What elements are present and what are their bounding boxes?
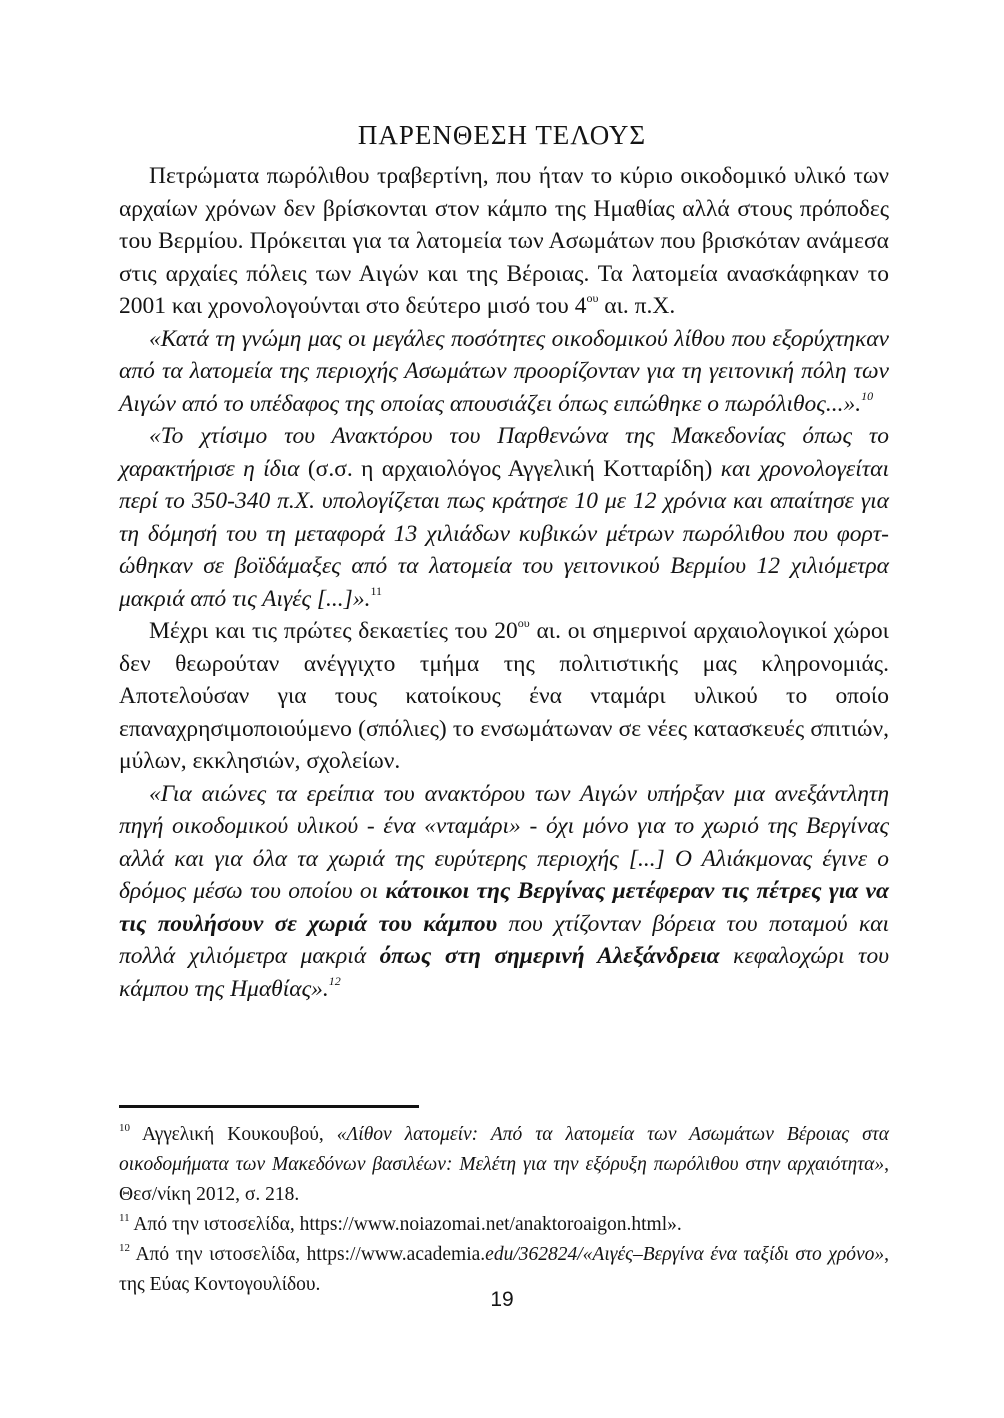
quote-paragraph-3 xyxy=(119,420,889,615)
footnotes xyxy=(119,1120,889,1300)
quote-text: και χρονολογείται περί το 350-340 π.Χ. υπολογίζεται πως κράτησε 10 με 12 χρόνια και απαίτησε για τη δόμησή του τη μεταφορά 13 χιλιάδων κυβικών μέτρων πωρόλιθου που φορτώθηκαν σε βοϊδάμαξες από τα λατομεία του γειτονικού Βερμίου 12 χιλιόμετρα μακριά από τις Αιγές [...]». xyxy=(119,455,889,612)
quote-text: «Κατά τη γνώμη μας οι μεγάλες ποσότητες οικοδομικού λίθου που εξορύχτηκαν από τα λατομεία της περιοχής Ασωμάτων προορίζονταν για τη γειτονική πόλη των Αιγών από το υπέδαφος της οποίας απουσιάζει όπως ειπώθηκε ο πωρόλιθος...». xyxy=(119,325,889,417)
footnote-number: 10 xyxy=(119,1122,130,1134)
footnote-title: edu/362824/«Αιγές–Βεργίνα ένα ταξίδι στο χρόνο» xyxy=(485,1244,885,1265)
footnote-title: «Λίθον λατομείν: Από τα λατομεία των Ασωμάτων Βέροιας στα οικοδομήματα των Μακεδόνων βασιλέων: Μελέτη για την εξόρυξη πωρόλιθου στην αρχαιότητα» xyxy=(119,1124,889,1175)
ordinal-superscript: ου xyxy=(517,616,530,630)
quote-paragraph-2 xyxy=(119,323,889,421)
paragraph-text: Πετρώματα πωρόλιθου τραβερτίνη, που ήταν το κύριο οικοδομικό υλικό των αρχαίων χρόνων δεν βρίσκονται στον κάμπο της Ημαθίας αλλά στους πρόποδες του Βερμίου. Πρόκειται για τα λατομεία των Ασωμάτων που βρισκόταν ανάμεσα στις αρχαίες πόλεις των Αιγών και της Βέροιας. Τα λατομεία ανασκάφηκαν το 2001 και χρονολογούνται στο δεύτερο μισό του 4 xyxy=(119,163,889,319)
footnote-ref: 11 xyxy=(370,583,383,598)
paragraph-4 xyxy=(119,615,889,778)
quote-text: «Για αιώνες τα ερείπια του ανακτόρου των Αιγών υπήρξαν μια ανεξάντλητη πηγή οικοδομικού υλικού - ένα «νταμάρι» - όχι μόνο για το χωριό της Βεργίνας αλλά και για όλα τα χωριά της ευρύτερης περιοχής [...] Ο Αλιάκμονας έγινε ο δρόμος μέσω του οποίου οι xyxy=(119,780,889,904)
paragraph-text: Μέχρι και τις πρώτες δεκαετίες του 20 xyxy=(149,618,518,644)
page-number: 19 xyxy=(490,1288,514,1311)
quote-text: που χτίζονταν βόρεια του ποταμού και πολλά χιλιόμετρα μακριά xyxy=(119,910,889,969)
footnote-11 xyxy=(119,1210,889,1240)
quote-text: «Το χτίσιμο του Ανακτόρου του Παρθενώνα της Μακεδονίας όπως το χαρακτήρισε η ίδια xyxy=(119,423,889,482)
footnote-ref: 10 xyxy=(861,388,874,403)
footnote-text: Αγγελική Κουκουβού, xyxy=(130,1124,337,1145)
bold-quote-text: κάτοικοι της Βεργίνας μετέφεραν τις πέτρες για να τις πουλήσουν σε χωριά του κάμπου xyxy=(119,878,889,937)
body-text xyxy=(119,160,889,1005)
quote-paragraph-5 xyxy=(119,778,889,1006)
footnote-number: 11 xyxy=(119,1212,130,1224)
footnote-text: Από την ιστοσελίδα, https://www.academia. xyxy=(130,1244,486,1265)
ordinal-superscript: ου xyxy=(586,291,599,305)
page-title: ΠΑΡΕΝΘΕΣΗ ΤΕΛΟΥΣ xyxy=(357,120,647,150)
footnote-divider xyxy=(119,1105,419,1108)
footnote-ref: 12 xyxy=(328,973,341,988)
paragraph-text: αι. π.Χ. xyxy=(598,293,676,319)
footnote-number: 12 xyxy=(119,1242,130,1254)
paragraph-text: αι. οι σημερινοί αρχαιολογικοί χώροι δεν θεωρούταν ανέγγιχτο τμήμα της πολιτιστικής μας κληρονομιάς. Αποτελούσαν για τους κατοίκους ένα νταμάρι υλικού το οποίο επαναχρησιμοποιούμενο (σπόλιες) το ενσωμάτωναν σε νέες κατασκευές σπιτιών, μύλων, εκκλησιών, σχολείων. xyxy=(119,618,889,774)
footnote-text: , της Εύας Κοντογουλίδου. xyxy=(119,1244,889,1295)
footnote-text: Από την ιστοσελίδα, https://www.noiazomai.net/anaktoroaigon.html». xyxy=(129,1214,682,1235)
footnote-text: , Θεσ/νίκη 2012, σ. 218. xyxy=(119,1154,889,1205)
bold-quote-text: όπως στη σημερινή Αλεξάνδρεια xyxy=(379,943,720,969)
editor-note: (σ.σ. η αρχαιολόγος Αγγελική Κοτταρίδη) xyxy=(299,455,721,482)
footnote-10 xyxy=(119,1120,889,1210)
paragraph-1 xyxy=(119,160,889,323)
quote-text: κεφαλοχώρι του κάμπου της Ημαθίας». xyxy=(119,943,889,1002)
